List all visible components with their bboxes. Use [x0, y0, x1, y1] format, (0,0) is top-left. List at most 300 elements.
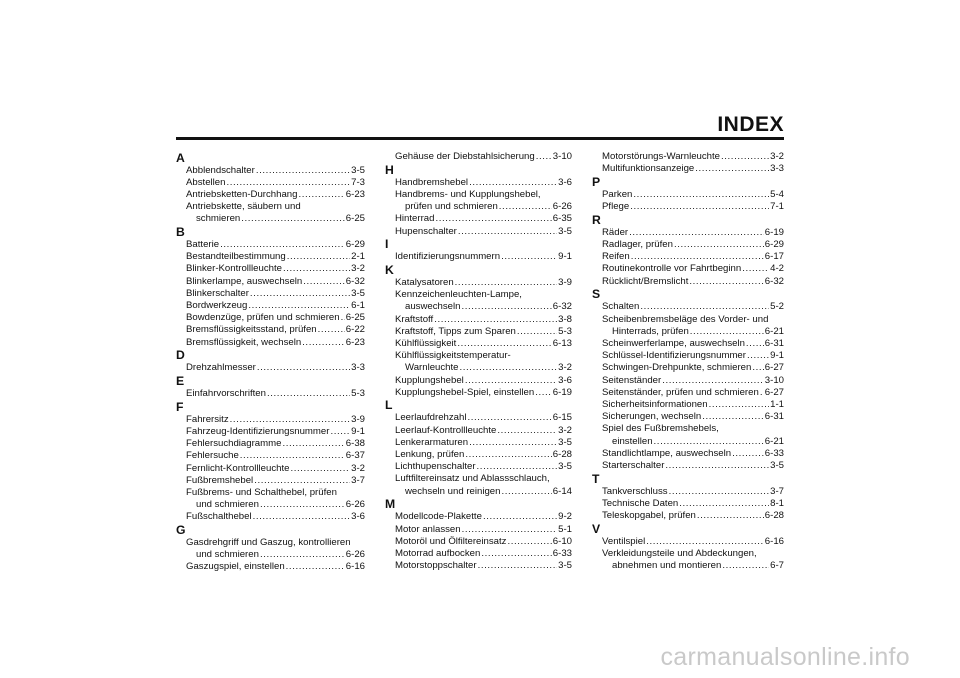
index-entry-text: Sicherheitsinformationen — [602, 398, 708, 410]
dot-leader — [690, 326, 764, 338]
index-entry — [176, 263, 365, 275]
index-entry-page: 3-9 — [351, 413, 365, 425]
index-entry-text: Motorrad aufbocken — [395, 547, 481, 559]
dot-leader — [742, 263, 769, 275]
index-entry-text: Verkleidungsteile und Abdeckungen, — [602, 547, 757, 559]
index-entry — [592, 314, 784, 326]
index-entry-text: Lenkung, prüfen — [395, 449, 465, 461]
dot-leader — [695, 163, 769, 175]
index-entry-text: einstellen — [612, 435, 653, 447]
index-entry-text: Kennzeichenleuchten-Lampe, — [395, 289, 522, 301]
index-letter-heading: G — [176, 523, 186, 538]
title-rule — [176, 137, 784, 140]
dot-leader — [226, 177, 350, 189]
index-entry-text: Modellcode-Plakette — [395, 511, 482, 523]
index-entry — [385, 226, 572, 238]
index-entry — [385, 412, 572, 424]
index-entry — [592, 399, 784, 411]
index-entry-text: Kühlflüssigkeitstemperatur- — [395, 350, 511, 362]
index-entry — [592, 151, 784, 163]
index-entry — [592, 251, 784, 263]
index-entry-page: 3-2 — [558, 424, 572, 436]
index-entry-page: 6-14 — [552, 485, 572, 497]
dot-leader — [241, 213, 345, 225]
index-entry-page: 3-2 — [558, 362, 572, 374]
dot-leader — [501, 251, 557, 263]
index-entry-text: Starterschalter — [602, 459, 665, 471]
dot-leader — [689, 276, 763, 288]
index-entry-page: 8-1 — [770, 497, 784, 509]
page-title: INDEX — [717, 113, 784, 136]
index-entry-text: und schmieren — [196, 549, 259, 561]
index-entry-page: 6-26 — [345, 549, 365, 561]
index-entry-text: Parken — [602, 188, 633, 200]
index-entry — [592, 423, 784, 435]
index-entry-text: Bremsflüssigkeit, wechseln — [186, 336, 302, 348]
index-entry — [592, 362, 784, 374]
dot-leader — [461, 301, 551, 313]
index-entry-page: 6-32 — [345, 275, 365, 287]
dot-leader — [536, 151, 552, 163]
dot-leader — [253, 511, 351, 523]
index-entry-continuation — [592, 326, 784, 338]
index-entry-text: schmieren — [196, 213, 241, 225]
index-entry-text: Luftfiltereinsatz und Ablassschlauch, — [395, 473, 550, 485]
dot-leader — [318, 324, 345, 336]
index-entry-text: Bremsflüssigkeitsstand, prüfen — [186, 324, 317, 336]
index-entry — [592, 486, 784, 498]
index-entry-page: 3-6 — [558, 176, 572, 188]
dot-leader — [697, 510, 764, 522]
dot-leader — [286, 561, 345, 573]
index-entry-page: 6-38 — [345, 438, 365, 450]
index-entry — [592, 548, 784, 560]
dot-leader — [462, 524, 558, 536]
index-entry-text: Fehlersuche — [186, 450, 239, 462]
index-entry-text: Kraftstoff — [395, 313, 434, 325]
index-entry-text: Antriebskette, säubern und — [186, 201, 301, 213]
index-entry — [176, 537, 365, 549]
index-entry — [592, 239, 784, 251]
dot-leader — [646, 536, 764, 548]
index-entry-text: Einfahrvorschriften — [186, 388, 266, 400]
index-entry — [385, 560, 572, 572]
index-entry-text: Fehlersuchdiagramme — [186, 438, 282, 450]
dot-leader — [257, 362, 350, 374]
index-entry — [176, 487, 365, 499]
index-entry-text: Schalten — [602, 301, 640, 313]
dot-leader — [267, 388, 350, 400]
index-letter-heading: K — [385, 262, 394, 277]
index-entry-text: Antriebsketten-Durchhang — [186, 188, 298, 200]
dot-leader — [747, 350, 769, 362]
index-entry-page: 6-19 — [764, 226, 784, 238]
index-entry-text: Fahrzeug-Identifizierungsnummer — [186, 425, 330, 437]
index-entry — [176, 312, 365, 324]
index-entry-text: Räder — [602, 226, 629, 238]
index-entry-text: Gehäuse der Diebstahlsicherung — [395, 151, 535, 162]
index-entry — [592, 375, 784, 387]
index-entry-text: Fußschalthebel — [186, 511, 252, 523]
index-entry — [385, 387, 572, 399]
dot-leader — [507, 536, 551, 548]
index-entry-page: 3-5 — [351, 164, 365, 176]
index-entry-text: Standlichtlampe, auswechseln — [602, 447, 732, 459]
watermark-footer: carmanualsonline.info — [660, 643, 910, 671]
index-entry-continuation — [176, 549, 365, 561]
index-entry-page: 5-1 — [558, 523, 572, 535]
dot-leader — [501, 486, 551, 498]
dot-leader — [260, 549, 345, 561]
index-entry — [592, 263, 784, 275]
index-entry — [176, 426, 365, 438]
index-entry — [592, 301, 784, 313]
dot-leader — [746, 338, 764, 350]
dot-leader — [752, 362, 763, 374]
index-entry-page: 3-10 — [764, 374, 784, 386]
dot-leader — [469, 437, 557, 449]
index-entry-text: Leerlaufdrehzahl — [395, 412, 467, 424]
index-entry-page: 6-21 — [764, 435, 784, 447]
dot-leader — [535, 387, 552, 399]
index-entry — [592, 498, 784, 510]
index-entry — [176, 165, 365, 177]
dot-leader — [631, 251, 764, 263]
dot-leader — [457, 338, 551, 350]
index-entry-text: Rücklicht/Bremslicht — [602, 275, 689, 287]
index-entry-page: 6-1 — [351, 300, 365, 312]
dot-leader — [640, 301, 769, 313]
index-entry — [385, 314, 572, 326]
index-entry-text: auswechseln — [405, 301, 461, 313]
index-entry-continuation — [385, 486, 572, 498]
index-entry-page: 1-1 — [770, 398, 784, 410]
index-entry — [176, 276, 365, 288]
index-entry-page: 6-19 — [552, 386, 572, 398]
index-entry-text: Tankverschluss — [602, 485, 668, 497]
index-entry-page: 6-25 — [345, 213, 365, 225]
index-entry-page: 6-35 — [552, 213, 572, 225]
index-entry-continuation — [176, 499, 365, 511]
index-entry-page: 2-1 — [351, 251, 365, 263]
dot-leader — [630, 201, 769, 213]
index-entry-text: Handbrems- und Kupplungshebel, — [395, 188, 541, 200]
index-entry-page: 6-27 — [764, 362, 784, 374]
index-entry — [176, 362, 365, 374]
index-column-3 — [592, 151, 784, 572]
dot-leader — [303, 276, 345, 288]
index-entry-continuation — [592, 560, 784, 572]
index-column-2 — [385, 151, 572, 572]
index-entry-page: 3-8 — [558, 313, 572, 325]
index-entry-page: 3-5 — [770, 459, 784, 471]
index-entry — [385, 251, 572, 263]
index-entry-page: 6-32 — [764, 275, 784, 287]
dot-leader — [283, 263, 350, 275]
dot-leader — [721, 151, 769, 163]
index-entry-text: Scheibenbremsbeläge des Vorder- und — [602, 313, 769, 325]
index-entry-page: 3-3 — [770, 163, 784, 175]
index-entry-text: Kühlflüssigkeit — [395, 337, 457, 349]
index-entry — [176, 450, 365, 462]
index-entry-page: 6-33 — [552, 547, 572, 559]
index-entry — [385, 177, 572, 189]
index-entry-page: 6-32 — [552, 301, 572, 313]
index-entry — [176, 438, 365, 450]
index-entry-page: 7-1 — [770, 201, 784, 213]
index-entry-page: 6-28 — [764, 510, 784, 522]
index-entry-page: 3-7 — [770, 485, 784, 497]
index-entry-text: Blinkerschalter — [186, 287, 249, 299]
dot-leader — [662, 375, 764, 387]
dot-leader — [467, 412, 551, 424]
index-entry — [592, 411, 784, 423]
index-letter-heading: D — [176, 348, 185, 363]
index-entry — [176, 511, 365, 523]
index-entry-page: 9-1 — [558, 251, 572, 263]
index-entry-text: Lichthupenschalter — [395, 461, 476, 473]
index-entry-text: Lenkerarmaturen — [395, 436, 469, 448]
index-entry — [176, 177, 365, 189]
index-entry-text: Drehzahlmesser — [186, 362, 256, 374]
index-entry — [176, 337, 365, 349]
index-entry-text: Bowdenzüge, prüfen und schmieren — [186, 312, 340, 324]
index-entry-text: abnehmen und montieren — [612, 560, 722, 572]
dot-leader — [260, 499, 345, 511]
index-entry-page: 3-7 — [351, 474, 365, 486]
index-entry-page: 6-10 — [552, 535, 572, 547]
index-entry-page: 6-23 — [345, 336, 365, 348]
index-entry — [176, 475, 365, 487]
index-entry — [176, 414, 365, 426]
index-entry-text: Hinterrads, prüfen — [612, 325, 689, 337]
dot-leader — [483, 511, 557, 523]
dot-leader — [465, 375, 557, 387]
index-entry-page: 7-3 — [351, 176, 365, 188]
index-entry-text: Blinkerlampe, auswechseln — [186, 275, 303, 287]
index-entry — [385, 437, 572, 449]
index-entry-text: Routinekontrolle vor Fahrtbeginn — [602, 263, 742, 275]
dot-leader — [287, 251, 350, 263]
index-entry — [592, 387, 784, 399]
index-entry — [385, 536, 572, 548]
index-entry-page: 3-5 — [558, 461, 572, 473]
dot-leader — [240, 450, 345, 462]
dot-leader — [481, 548, 551, 560]
index-entry-text: Teleskopgabel, prüfen — [602, 510, 696, 522]
index-entry — [385, 524, 572, 536]
index-entry — [176, 288, 365, 300]
index-entry-continuation — [592, 436, 784, 448]
index-entry — [385, 425, 572, 437]
index-entry-page: 6-33 — [764, 447, 784, 459]
dot-leader — [760, 387, 764, 399]
index-entry — [592, 276, 784, 288]
index-entry-page: 6-16 — [764, 535, 784, 547]
index-entry-text: Fernlicht-Kontrollleuchte — [186, 462, 290, 474]
index-entry-page: 6-13 — [552, 337, 572, 349]
index-entry — [592, 227, 784, 239]
index-entry-text: Blinker-Kontrollleuchte — [186, 263, 282, 275]
index-letter-heading: B — [176, 225, 185, 240]
index-entry-text: Motor anlassen — [395, 523, 461, 535]
index-entry — [592, 163, 784, 175]
index-entry-text: Seitenständer, prüfen und schmieren — [602, 386, 759, 398]
index-entry-page: 9-2 — [558, 511, 572, 523]
index-entry-page: 6-17 — [764, 251, 784, 263]
index-entry-page: 6-23 — [345, 188, 365, 200]
index-entry-text: Identifizierungsnummern — [395, 251, 501, 263]
dot-leader — [435, 213, 551, 225]
index-entry — [176, 239, 365, 251]
index-entry — [385, 449, 572, 461]
index-entry — [385, 326, 572, 338]
dot-leader — [341, 312, 345, 324]
dot-leader — [230, 414, 350, 426]
index-entry — [176, 324, 365, 336]
dot-leader — [254, 475, 350, 487]
index-entry-text: Sicherungen, wechseln — [602, 411, 702, 423]
index-entry — [176, 300, 365, 312]
dot-leader — [633, 189, 769, 201]
index-entry-text: Motorstoppschalter — [395, 560, 477, 572]
dot-leader — [497, 425, 557, 437]
index-entry-page: 6-22 — [345, 324, 365, 336]
index-entry-page: 6-26 — [552, 201, 572, 213]
index-entry-text: Hinterrad — [395, 213, 435, 225]
index-entry-continuation — [385, 301, 572, 313]
dot-leader — [220, 239, 345, 251]
dot-leader — [302, 337, 345, 349]
dot-leader — [282, 438, 344, 450]
index-entry-page: 9-1 — [351, 425, 365, 437]
index-entry-page: 5-3 — [351, 388, 365, 400]
index-entry — [176, 201, 365, 213]
dot-leader — [290, 463, 350, 475]
dot-leader — [460, 362, 558, 374]
dot-leader — [330, 426, 350, 438]
index-entry-text: Seitenständer — [602, 374, 662, 386]
index-entry-text: Radlager, prüfen — [602, 239, 673, 251]
index-entry-page: 5-3 — [558, 325, 572, 337]
index-entry-page: 6-28 — [552, 449, 572, 461]
index-entry-page: 5-4 — [770, 188, 784, 200]
index-entry-page: 3-6 — [558, 374, 572, 386]
index-entry — [385, 461, 572, 473]
index-entry-page: 9-1 — [770, 350, 784, 362]
index-entry-page: 6-26 — [345, 499, 365, 511]
index-entry-page: 3-9 — [558, 276, 572, 288]
index-letter-heading: S — [592, 287, 601, 302]
index-entry — [592, 536, 784, 548]
index-entry-text: Bestandteilbestimmung — [186, 251, 286, 263]
dot-leader — [477, 461, 558, 473]
index-entry — [592, 448, 784, 460]
index-entry — [176, 251, 365, 263]
dot-leader — [248, 300, 350, 312]
index-entry-text: prüfen und schmieren — [405, 201, 498, 213]
index-entry-text: Abstellen — [186, 176, 226, 188]
index-entry-page: 6-25 — [345, 312, 365, 324]
dot-leader — [469, 177, 557, 189]
index-letter-heading: P — [592, 174, 601, 189]
dot-leader — [674, 239, 764, 251]
index-entry-page: 3-5 — [351, 287, 365, 299]
index-entry-text: Pflege — [602, 201, 630, 213]
index-entry — [385, 548, 572, 560]
dot-leader — [256, 165, 350, 177]
index-entry-page: 6-37 — [345, 450, 365, 462]
dot-leader — [679, 498, 769, 510]
index-entry-text: Reifen — [602, 251, 630, 263]
index-entry-continuation — [385, 201, 572, 213]
index-entry-text: Kupplungshebel — [395, 374, 464, 386]
index-entry-page: 3-5 — [558, 436, 572, 448]
index-entry — [592, 350, 784, 362]
index-entry-text: Motorstörungs-Warnleuchte — [602, 151, 721, 162]
dot-leader — [709, 399, 770, 411]
index-entry — [385, 473, 572, 485]
index-entry-page: 3-2 — [351, 263, 365, 275]
index-entry-text: Bordwerkzeug — [186, 300, 248, 312]
index-entry — [385, 189, 572, 201]
index-entry — [592, 189, 784, 201]
dot-leader — [458, 226, 557, 238]
index-entry-text: Fußbremshebel — [186, 474, 254, 486]
index-entry — [385, 350, 572, 362]
index-entry — [592, 201, 784, 213]
index-entry-text: Technische Daten — [602, 497, 679, 509]
index-entry-page: 6-31 — [764, 337, 784, 349]
dot-leader — [434, 314, 557, 326]
index-entry-page: 3-5 — [558, 560, 572, 572]
index-entry-text: Fußbrems- und Schalthebel, prüfen — [186, 486, 337, 498]
dot-leader — [722, 560, 769, 572]
dot-leader — [669, 486, 770, 498]
index-entry-text: Leerlauf-Kontrollleuchte — [395, 424, 497, 436]
dot-leader — [732, 448, 764, 460]
index-entry-page: 3-2 — [351, 462, 365, 474]
dot-leader — [465, 449, 551, 461]
index-entry-text: Katalysatoren — [395, 276, 454, 288]
index-entry — [176, 388, 365, 400]
index-entry-text: Batterie — [186, 239, 220, 251]
index-entry-page: 6-31 — [764, 411, 784, 423]
index-entry — [176, 189, 365, 201]
index-entry — [385, 277, 572, 289]
index-letter-heading: R — [592, 212, 601, 227]
index-entry-page: 3-6 — [351, 511, 365, 523]
index-entry-page: 6-29 — [764, 239, 784, 251]
index-entry-text: Kraftstoff, Tipps zum Sparen — [395, 325, 516, 337]
index-entry-continuation — [385, 362, 572, 374]
index-entry-page: 6-15 — [552, 412, 572, 424]
index-entry-page: 6-21 — [764, 325, 784, 337]
index-letter-heading: V — [592, 521, 601, 536]
index-entry-text: Schwingen-Drehpunkte, schmieren — [602, 362, 752, 374]
index-entry-text: Scheinwerferlampe, auswechseln — [602, 337, 745, 349]
index-entry — [385, 151, 572, 163]
index-entry-continuation — [176, 213, 365, 225]
dot-leader — [665, 460, 769, 472]
index-entry-text: Fahrersitz — [186, 413, 229, 425]
index-entry-page: 6-29 — [345, 239, 365, 251]
dot-leader — [702, 411, 764, 423]
index-entry-text: Gaszugspiel, einstellen — [186, 561, 285, 573]
dot-leader — [499, 201, 552, 213]
index-entry — [385, 213, 572, 225]
index-entry — [385, 511, 572, 523]
